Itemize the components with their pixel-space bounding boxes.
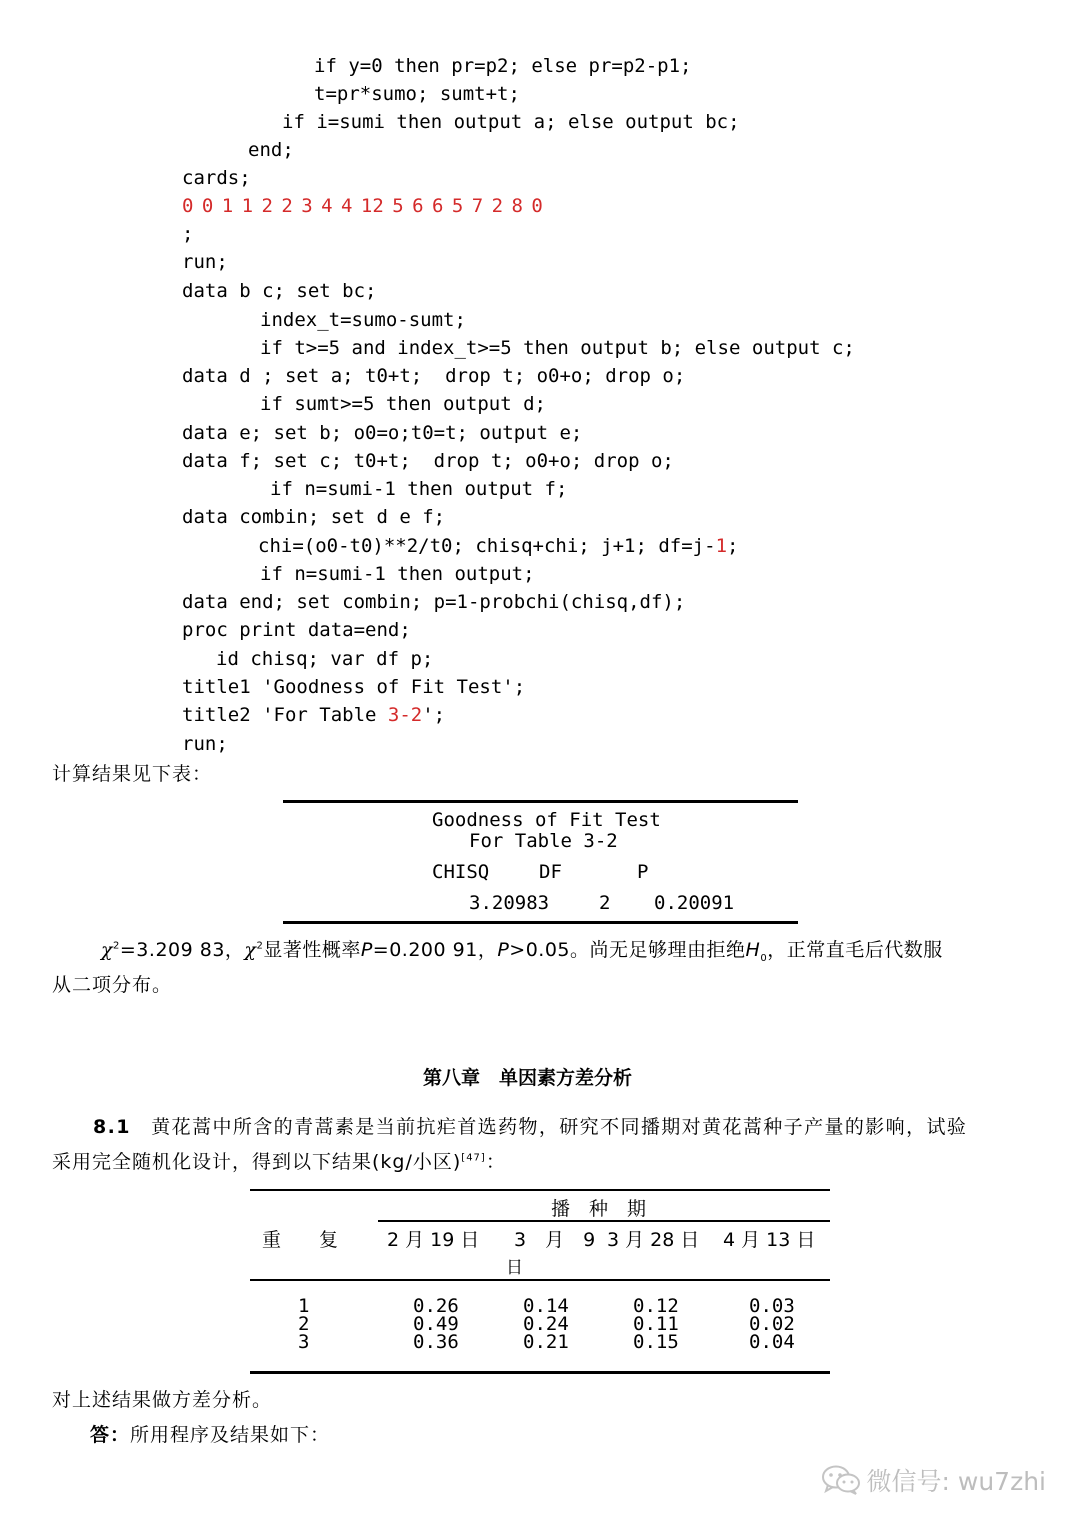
code-line: run; xyxy=(182,251,228,273)
table-cell: 0.04 xyxy=(749,1331,795,1353)
code-line: data end; set combin; p=1-probchi(chisq,df); xyxy=(182,591,686,613)
table-row-header: 重 复 xyxy=(262,1229,339,1251)
conclusion-line1: $\chi^2=3.209$ 83，$\chi^2$显著性概率P=0.200 91，P>0.05。尚无足够理由拒绝$H_0$，正常直毛后代数服 xyxy=(101,939,943,964)
answer-line: 答：所用程序及结果如下： xyxy=(90,1424,331,1446)
code-line: index_t=sumo-sumt; xyxy=(260,309,466,331)
table-col-header-wrap: 日 xyxy=(506,1258,523,1278)
table-cell: 0.26 xyxy=(413,1295,459,1317)
wechat-watermark xyxy=(821,1462,1046,1498)
table-col-header: 4 月 13 日 xyxy=(723,1229,816,1251)
code-line: run; xyxy=(182,733,228,755)
code-line: if n=sumi-1 then output f; xyxy=(270,478,568,500)
code-line: end; xyxy=(248,139,294,161)
code-line: proc print data=end; xyxy=(182,619,411,641)
output-top-rule xyxy=(283,800,798,803)
conclusion-line2: 从二项分布。 xyxy=(52,974,173,996)
table-cell: 0.03 xyxy=(749,1295,795,1317)
code-line: if y=0 then pr=p2; else pr=p2-p1; xyxy=(314,55,692,77)
output-title2: For Table 3-2 xyxy=(469,830,618,852)
table-col-header: 3 月 9 xyxy=(514,1229,596,1251)
chapter-title: 第八章 单因素方差分析 xyxy=(423,1067,633,1089)
code-line: if sumt>=5 then output d; xyxy=(260,393,546,415)
code-line: data b c; set bc; xyxy=(182,280,377,302)
table-replicate: 3 xyxy=(298,1331,310,1353)
table-cell: 0.14 xyxy=(523,1295,569,1317)
table-cell: 0.24 xyxy=(523,1313,569,1335)
output-header-df: DF xyxy=(539,861,562,883)
table-group-header: 播 种 期 xyxy=(551,1198,647,1220)
table-col-header: 2 月 19 日 xyxy=(387,1229,480,1251)
output-header-chisq: CHISQ xyxy=(432,861,490,883)
code-line-data: 0 0 1 1 2 2 3 4 4 12 5 6 6 5 7 2 8 0 xyxy=(182,195,543,217)
table-cell: 0.21 xyxy=(523,1331,569,1353)
wechat-icon xyxy=(821,1464,861,1496)
table-bottom-rule xyxy=(250,1371,830,1374)
output-value-chisq: 3.20983 xyxy=(469,892,550,914)
code-line: if t>=5 and index_t>=5 then output b; else output c; xyxy=(260,337,855,359)
table-replicate: 2 xyxy=(298,1313,310,1335)
output-value-p: 0.20091 xyxy=(654,892,735,914)
code-line: data f; set c; t0+t; drop t; o0+o; drop o; xyxy=(182,450,674,472)
task-line: 对上述结果做方差分析。 xyxy=(52,1389,273,1411)
table-header-rule xyxy=(250,1279,830,1281)
watermark-text: 微信号: wu7zhi xyxy=(866,1467,1046,1496)
table-cell: 0.49 xyxy=(413,1313,459,1335)
table-col-header: 3 月 28 日 xyxy=(607,1229,700,1251)
code-line: data e; set b; o0=o;t0=t; output e; xyxy=(182,422,583,444)
code-line: data d ; set a; t0+t; drop t; o0+o; drop o; xyxy=(182,365,686,387)
problem-line1: 8.1 黄花蒿中所含的青蒿素是当前抗疟首选药物，研究不同播期对黄花蒿种子产量的影响，试验 xyxy=(93,1116,968,1138)
code-line: if n=sumi-1 then output; xyxy=(260,563,535,585)
output-bottom-rule xyxy=(283,921,798,924)
code-line: title1 'Goodness of Fit Test'; xyxy=(182,676,526,698)
output-header-p: P xyxy=(637,861,649,883)
table-cell: 0.36 xyxy=(413,1331,459,1353)
code-line: chi=(o0-t0)**2/t0; chisq+chi; j+1; df=j-1; xyxy=(258,535,739,557)
table-cell: 0.12 xyxy=(633,1295,679,1317)
code-line: title2 'For Table 3-2'; xyxy=(182,704,446,726)
output-title1: Goodness of Fit Test xyxy=(432,809,661,831)
table-cell: 0.15 xyxy=(633,1331,679,1353)
code-line: ; xyxy=(182,223,194,245)
table-cell: 0.11 xyxy=(633,1313,679,1335)
result-intro: 计算结果见下表： xyxy=(52,763,213,785)
code-line: data combin; set d e f; xyxy=(182,506,446,528)
output-value-df: 2 xyxy=(599,892,611,914)
table-cell: 0.02 xyxy=(749,1313,795,1335)
code-line: if i=sumi then output a; else output bc; xyxy=(282,111,740,133)
code-line: id chisq; var df p; xyxy=(216,648,434,670)
table-top-rule xyxy=(250,1189,830,1191)
table-replicate: 1 xyxy=(298,1295,310,1317)
table-group-rule xyxy=(378,1220,830,1222)
code-line: cards; xyxy=(182,167,251,189)
problem-line2: 采用完全随机化设计，得到以下结果(kg/小区)[47]： xyxy=(52,1151,506,1173)
code-line: t=pr*sumo; sumt+t; xyxy=(314,83,520,105)
